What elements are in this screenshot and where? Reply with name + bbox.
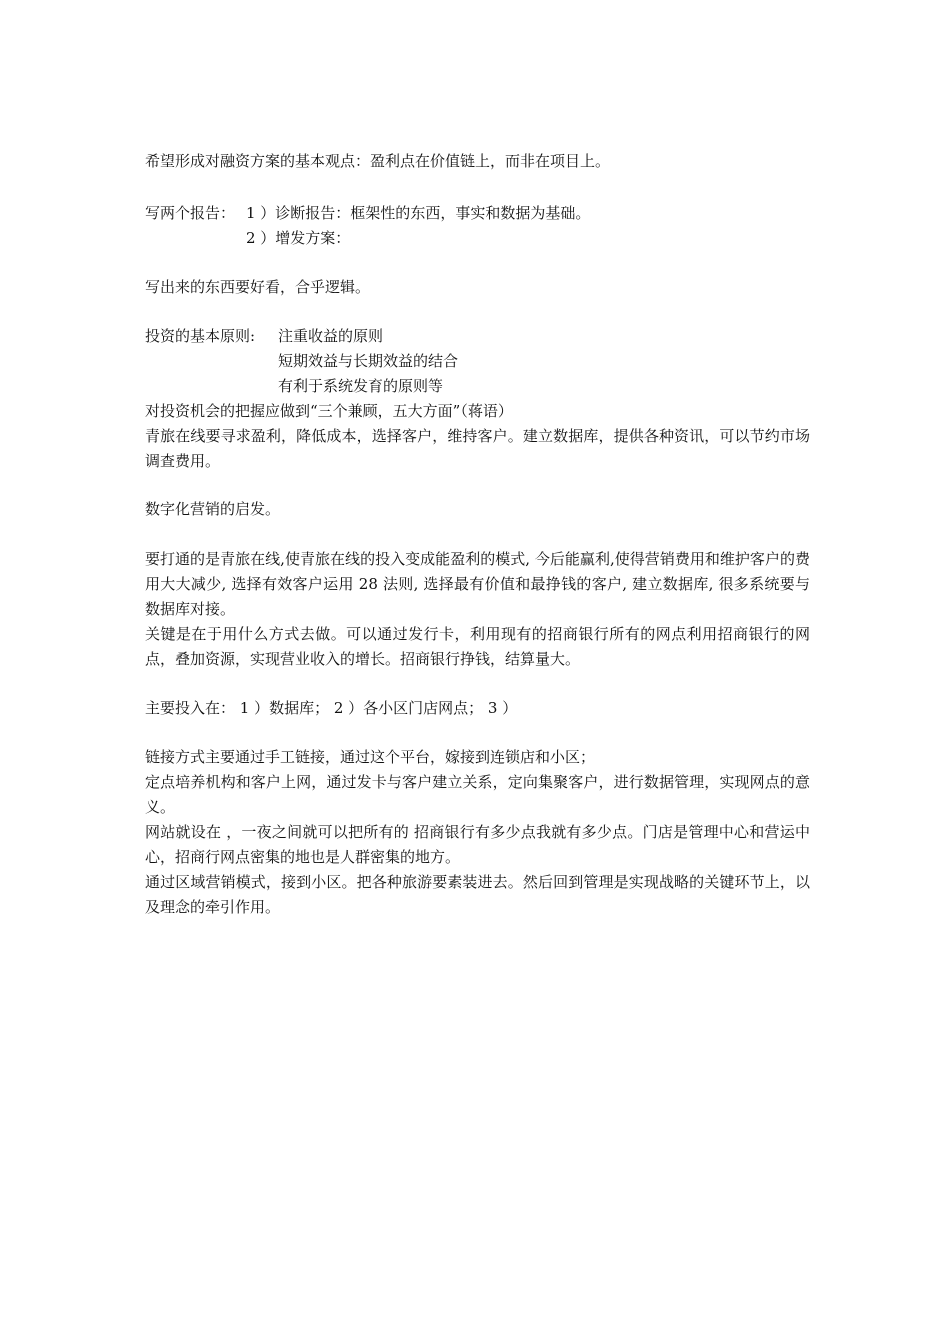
paragraph-digital-marketing: 数字化营销的启发。 — [145, 500, 281, 518]
report-item-diagnosis: 1 ）诊断报告：框架性的东西，事实和数据为基础。 — [246, 204, 591, 222]
paragraph-key-method: 关键是在于用什么方式去做。可以通过发行卡，利用现有的招商银行所有的网点利用招商银行的网点，叠加资源，实现营业收入的增长。招商银行挣钱，结算量大。 — [145, 625, 810, 668]
principle-item-3: 有利于系统发育的原则等 — [278, 377, 444, 395]
paragraph-link-method: 链接方式主要通过手工链接，通过这个平台，嫁接到连锁店和小区； — [145, 748, 596, 766]
paragraph-regional-marketing: 通过区域营销模式，接到小区。把各种旅游要素装进去。然后回到管理是实现战略的关键环节上，以及理念的牵引作用。 — [145, 873, 810, 916]
paragraph-qinglv-model: 要打通的是青旅在线,使青旅在线的投入变成能盈利的模式, 今后能赢利,使得营销费用和维护客户的费用大大减少, 选择有效客户运用 28 法则, 选择最有价值和最挣钱的客户, 建立数据库, 很多系统要与数据库对接。 — [145, 550, 810, 618]
paragraph-targeted-training: 定点培养机构和客户上网，通过发卡与客户建立关系，定向集聚客户，进行数据管理，实现网点的意义。 — [145, 773, 810, 816]
paragraph-website-location: 网站就设在 ，一夜之间就可以把所有的 招商银行有多少点我就有多少点。门店是管理中心和营运中心，招商行网点密集的地也是人群密集的地方。 — [145, 823, 810, 866]
principle-item-2: 短期效益与长期效益的结合 — [278, 352, 459, 370]
paragraph-financing-view: 希望形成对融资方案的基本观点：盈利点在价值链上，而非在项目上。 — [145, 152, 611, 170]
reports-intro: 写两个报告： — [145, 204, 236, 222]
report-item-issuance: 2 ）增发方案： — [246, 229, 351, 247]
paragraph-writing-quality: 写出来的东西要好看，合乎逻辑。 — [145, 278, 371, 296]
paragraph-main-investment: 主要投入在： 1 ）数据库； 2 ）各小区门店网点； 3 ） — [145, 699, 518, 717]
paragraph-qinglv-profit: 青旅在线要寻求盈利，降低成本，选择客户，维持客户。建立数据库，提供各种资讯，可以节约市场调查费用。 — [145, 427, 810, 470]
principle-item-1: 注重收益的原则 — [278, 327, 384, 345]
principles-label: 投资的基本原则: — [145, 327, 256, 345]
paragraph-investment-opportunity: 对投资机会的把握应做到“三个兼顾，五大方面”（蒋语） — [145, 402, 513, 420]
